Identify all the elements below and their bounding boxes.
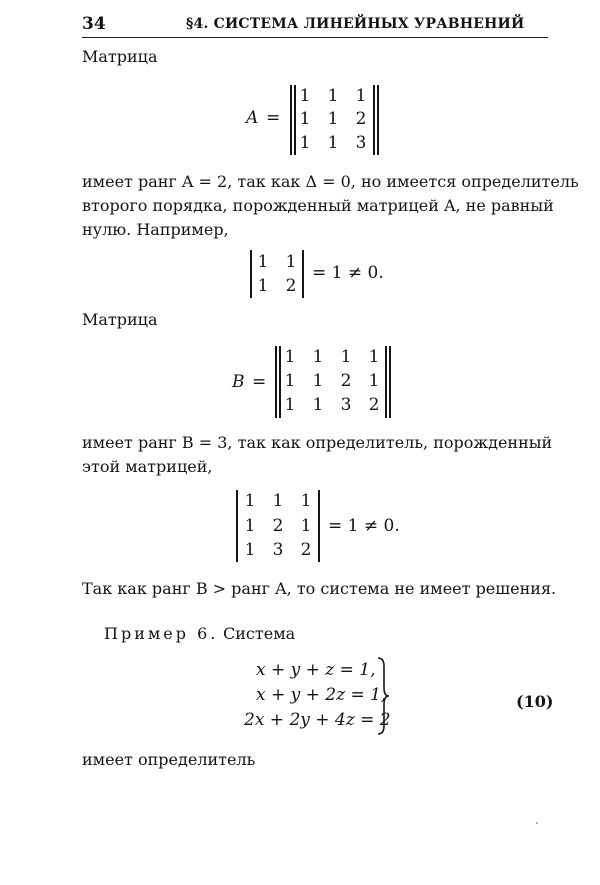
matrix-b-right-bar-outer [389,346,391,418]
matrix-b-name: B [232,372,245,392]
matrix-b-right-bar-inner [385,346,387,418]
matrix-a-equals: = [266,108,281,128]
matrix-a-left-bar-outer [290,85,292,155]
matrix-a-cell: 1 [299,109,311,129]
matrix-a-right-bar-outer [377,85,379,155]
matrix-b-cell: 1 [368,347,380,367]
det2-cell: 1 [272,491,284,511]
matrix-a-cell: 1 [355,86,367,106]
det2-right-bar [318,490,320,562]
det2-left-bar [236,490,238,562]
det2-result: = 1 ≠ 0. [328,516,400,536]
matrix-b-cell: 1 [368,371,380,391]
matrix-b-cell: 1 [312,395,324,415]
matrix-a-cell: 1 [299,86,311,106]
para1-line2: второго порядка, порожденный матрицей A, не равный [82,196,554,215]
matrix-b-cell: 1 [340,347,352,367]
matrix-a-cell: 3 [355,133,367,153]
closing-text: имеет определитель [82,750,256,769]
det2-cell: 2 [300,540,312,560]
matrix-a-cell: 1 [299,133,311,153]
det2-cell: 1 [244,516,256,536]
para2-line1: имеет ранг B = 3, так как определитель, порожденный [82,433,553,452]
matrix-a-cell: 2 [355,109,367,129]
det1-cell: 1 [257,252,269,272]
det2-cell: 2 [272,516,284,536]
running-header: §4. СИСТЕМА ЛИНЕЙНЫХ УРАВНЕНИЙ [186,16,525,32]
matrix-b-cell: 1 [312,347,324,367]
system-equation-1: x + y + z = 1, [256,660,376,680]
matrix-b-cell: 2 [340,371,352,391]
para2-line2: этой матрицей, [82,457,213,476]
example-label: Пример 6. [104,624,219,643]
matrix-b-cell: 3 [340,395,352,415]
det1-cell: 2 [285,276,297,296]
matrix-b-cell: 1 [312,371,324,391]
det1-cell: 1 [257,276,269,296]
matrix-b-cell: 1 [284,395,296,415]
det1-cell: 1 [285,252,297,272]
matrix-b-left-bar-outer [275,346,277,418]
matrix-b-cell: 1 [284,371,296,391]
para1-line1: имеет ранг A = 2, так как Δ = 0, но имеется определитель [82,172,579,191]
det2-cell: 1 [300,491,312,511]
det1-result: = 1 ≠ 0. [312,263,384,283]
scan-speck [536,822,538,824]
system-equation-2: x + y + 2z = 1, [256,685,387,705]
example-title: Система [223,624,296,643]
matrix-a-name: A [246,108,259,128]
matrix-b-cell: 2 [368,395,380,415]
det2-cell: 1 [244,491,256,511]
matrix-a-cell: 1 [327,109,339,129]
det2-cell: 1 [300,516,312,536]
matrix-b-equals: = [252,372,267,392]
system-equation-3: 2x + 2y + 4z = 2 [244,710,391,730]
det1-right-bar [302,250,304,298]
equation-number: (10) [516,692,554,711]
matrix-a-cell: 1 [327,86,339,106]
det2-cell: 1 [244,540,256,560]
header-rule [82,37,548,38]
matrix-a-right-bar-inner [373,85,375,155]
matrix-a-label: Матрица [82,47,158,66]
matrix-a-cell: 1 [327,133,339,153]
system-right-brace [376,656,390,736]
para1-line3: нулю. Например, [82,220,229,239]
matrix-b-label: Матрица [82,310,158,329]
matrix-b-cell: 1 [284,347,296,367]
det2-cell: 3 [272,540,284,560]
conclusion-text: Так как ранг B > ранг A, то система не имеет решения. [82,579,557,598]
page-number: 34 [82,14,106,34]
